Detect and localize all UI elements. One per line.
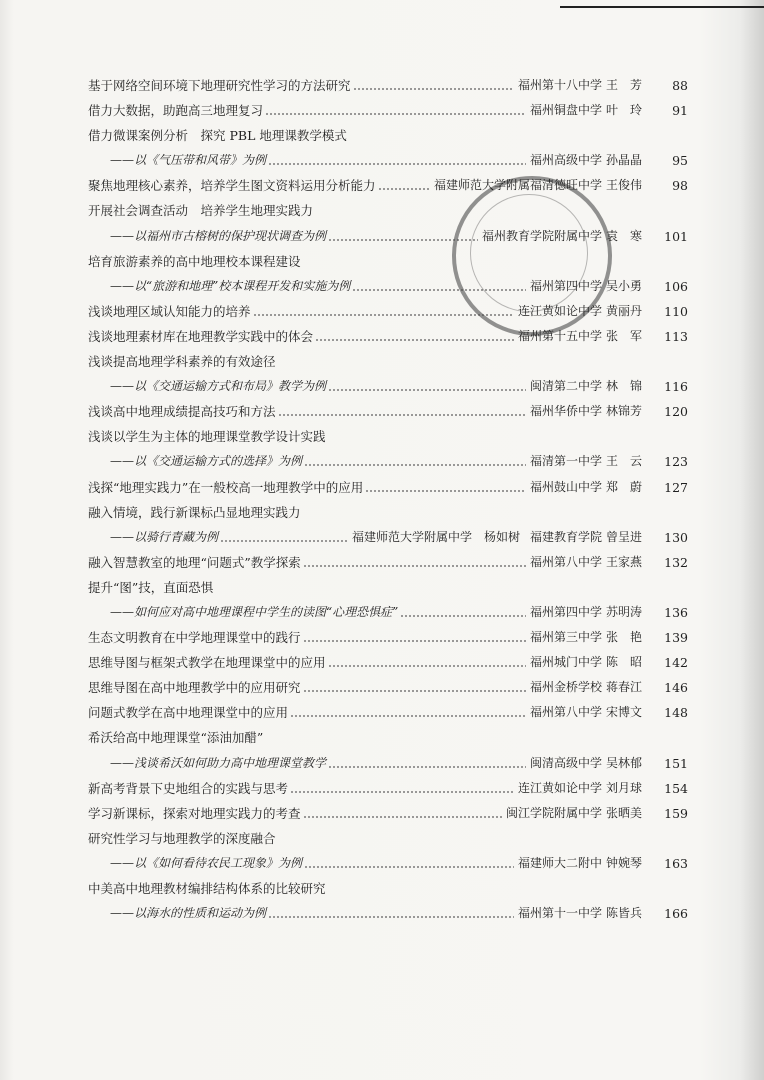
entry-page-number: 91 bbox=[672, 103, 688, 119]
dot-leader bbox=[303, 564, 526, 568]
entry-title: 融入情境，践行新课标凸显地理实践力 bbox=[88, 504, 301, 520]
dot-leader bbox=[265, 112, 526, 116]
dot-leader bbox=[315, 338, 514, 342]
entry-author: 蒋春江 bbox=[606, 680, 643, 695]
entry-school: 福州第三中学 bbox=[529, 630, 602, 645]
dot-leader bbox=[268, 162, 526, 166]
entry-subtitle: ——以福州市古榕树的保护现状调查为例 bbox=[110, 228, 327, 243]
entry-subtitle: ——以《交通运输方式和布局》教学为例 bbox=[110, 379, 327, 394]
toc-subtitle-row bbox=[88, 600, 688, 625]
toc-entry bbox=[88, 700, 688, 725]
entry-subtitle: ——以《气压带和风带》为例 bbox=[110, 153, 267, 168]
entry-title: 浅探“地理实践力”在一般校高一地理教学中的应用 bbox=[88, 479, 364, 495]
dot-leader bbox=[400, 614, 526, 618]
entry-subtitle: ——以骑行青藏为例 bbox=[110, 529, 219, 544]
dot-leader bbox=[378, 187, 430, 191]
dot-leader bbox=[303, 815, 502, 819]
entry-title: 借力微课案例分析 探究 PBL 地理课教学模式 bbox=[88, 128, 347, 144]
dot-leader bbox=[328, 388, 526, 392]
entry-author: 王 芳 bbox=[606, 78, 643, 92]
entry-school: 福建教育学院 bbox=[529, 529, 602, 544]
entry-author: 曾呈进 bbox=[606, 529, 643, 544]
entry-school: 福州第十一中学 bbox=[517, 906, 602, 921]
toc-entry bbox=[88, 73, 688, 98]
entry-title: 新高考背景下史地组合的实践与思考 bbox=[88, 780, 289, 796]
entry-page-number: 120 bbox=[664, 404, 688, 420]
entry-school: 福州鼓山中学 bbox=[529, 479, 602, 494]
entry-author: 叶 玲 bbox=[606, 103, 643, 118]
dot-leader bbox=[278, 413, 526, 417]
entry-author: 黄丽丹 bbox=[606, 303, 643, 318]
entry-school: 闽江学院附属中学 bbox=[505, 805, 602, 820]
toc-entry bbox=[88, 475, 688, 500]
toc-subtitle-row bbox=[88, 148, 688, 173]
entry-coauthor: 福建师范大学附属中学 杨如树 bbox=[352, 529, 521, 544]
toc-subtitle-row bbox=[88, 901, 688, 926]
toc-subtitle-row bbox=[88, 224, 688, 249]
entry-title: 浅谈地理素材库在地理教学实践中的体会 bbox=[88, 328, 314, 344]
entry-page-number: 88 bbox=[672, 78, 688, 93]
entry-title: 借力大数据，助跑高三地理复习 bbox=[88, 103, 264, 119]
entry-subtitle: ——以《如何看待农民工现象》为例 bbox=[110, 855, 303, 870]
entry-page-number: 130 bbox=[664, 529, 688, 545]
toc-subtitle-row bbox=[88, 525, 688, 550]
toc-subtitle-row bbox=[88, 374, 688, 399]
dot-leader bbox=[352, 288, 526, 292]
dot-leader bbox=[353, 87, 514, 91]
entry-title: 希沃给高中地理课堂“添油加醋” bbox=[88, 730, 264, 746]
dot-leader bbox=[304, 865, 514, 869]
entry-subtitle: ——浅谈希沃如何助力高中地理课堂教学 bbox=[110, 755, 327, 770]
entry-subtitle: ——以《交通运输方式的选择》为例 bbox=[110, 454, 303, 469]
toc-entry bbox=[88, 98, 688, 123]
entry-author: 张晒美 bbox=[606, 805, 643, 820]
toc-entry bbox=[88, 500, 688, 525]
toc-entry bbox=[88, 349, 688, 374]
toc-entry bbox=[88, 399, 688, 424]
entry-title: 思维导图与框架式教学在地理课堂中的应用 bbox=[88, 655, 326, 671]
toc-entry bbox=[88, 776, 688, 801]
entry-page-number: 166 bbox=[664, 906, 688, 922]
toc-entry bbox=[88, 725, 688, 750]
toc-entry bbox=[88, 801, 688, 826]
entry-page-number: 116 bbox=[664, 379, 688, 395]
toc-subtitle-row bbox=[88, 751, 688, 776]
toc-entry bbox=[88, 575, 688, 600]
toc-subtitle-row bbox=[88, 851, 688, 876]
entry-author: 林锦芳 bbox=[606, 404, 643, 419]
toc-entry bbox=[88, 324, 688, 349]
entry-school: 福州城门中学 bbox=[529, 655, 602, 670]
dot-leader bbox=[290, 714, 526, 718]
entry-author: 郑 蔚 bbox=[606, 479, 643, 494]
toc-entry bbox=[88, 173, 688, 198]
entry-page-number: 163 bbox=[664, 855, 688, 871]
entry-school: 连江黄如论中学 bbox=[517, 780, 602, 795]
entry-page-number: 132 bbox=[664, 554, 688, 570]
entry-author: 林 锦 bbox=[606, 379, 643, 394]
dot-leader bbox=[303, 689, 526, 693]
toc-entry bbox=[88, 198, 688, 223]
entry-page-number: 95 bbox=[672, 153, 688, 169]
entry-title: 培育旅游素养的高中地理校本课程建设 bbox=[88, 253, 301, 269]
entry-author: 苏明涛 bbox=[606, 604, 643, 619]
entry-author: 王家燕 bbox=[606, 554, 643, 569]
entry-author: 王俊伟 bbox=[606, 178, 643, 193]
entry-school: 连江黄如论中学 bbox=[517, 303, 602, 318]
entry-author: 吴林郁 bbox=[606, 755, 643, 770]
entry-title: 浅谈以学生为主体的地理课堂教学设计实践 bbox=[88, 429, 326, 445]
entry-author: 陈皆兵 bbox=[606, 906, 643, 921]
entry-author: 钟婉琴 bbox=[606, 855, 643, 870]
entry-author: 王 云 bbox=[606, 454, 643, 469]
entry-page-number: 127 bbox=[664, 479, 688, 495]
toc-entry bbox=[88, 675, 688, 700]
entry-page-number: 148 bbox=[664, 705, 688, 721]
entry-page-number: 110 bbox=[664, 303, 688, 319]
entry-title: 中美高中地理教材编排结构体系的比较研究 bbox=[88, 881, 326, 896]
entry-title: 基于网络空间环境下地理研究性学习的方法研究 bbox=[88, 78, 351, 93]
entry-page-number: 151 bbox=[664, 755, 688, 771]
entry-title: 问题式教学在高中地理课堂中的应用 bbox=[88, 705, 289, 721]
entry-author: 张 军 bbox=[606, 328, 643, 343]
dot-leader bbox=[328, 765, 526, 769]
entry-author: 张 艳 bbox=[606, 630, 643, 645]
entry-author: 孙晶晶 bbox=[606, 153, 643, 168]
toc-entry bbox=[88, 424, 688, 449]
entry-author: 吴小勇 bbox=[606, 278, 643, 293]
entry-school: 福州金桥学校 bbox=[529, 680, 602, 695]
entry-author: 宋博文 bbox=[606, 705, 643, 720]
entry-school: 福州华侨中学 bbox=[529, 404, 602, 419]
entry-author: 陈 昭 bbox=[606, 655, 643, 670]
dot-leader bbox=[290, 790, 514, 794]
entry-title: 研究性学习与地理教学的深度融合 bbox=[88, 830, 276, 846]
toc-entry bbox=[88, 550, 688, 575]
dot-leader bbox=[304, 463, 526, 467]
entry-page-number: 154 bbox=[664, 780, 688, 796]
dot-leader bbox=[303, 639, 526, 643]
entry-school: 福州教育学院附属中学 bbox=[481, 228, 602, 243]
entry-school: 福州第八中学 bbox=[529, 554, 602, 569]
entry-page-number: 123 bbox=[664, 454, 688, 470]
toc-entry bbox=[88, 650, 688, 675]
top-rule bbox=[560, 6, 764, 8]
entry-school: 福州第十五中学 bbox=[517, 328, 602, 343]
toc-entry bbox=[88, 876, 688, 901]
dot-leader bbox=[328, 664, 526, 668]
toc-entry bbox=[88, 249, 688, 274]
entry-school: 福州铜盘中学 bbox=[529, 103, 602, 118]
toc-subtitle-row bbox=[88, 449, 688, 474]
entry-page-number: 139 bbox=[664, 630, 688, 646]
entry-title: 浅谈地理区域认知能力的培养 bbox=[88, 303, 251, 319]
entry-school: 福建师范大学附属福清德旺中学 bbox=[433, 178, 602, 193]
entry-subtitle: ——以“旅游和地理”校本课程开发和实施为例 bbox=[110, 278, 351, 293]
dot-leader bbox=[253, 313, 514, 317]
entry-page-number: 98 bbox=[672, 178, 688, 194]
entry-title: 学习新课标，探索对地理实践力的考查 bbox=[88, 805, 301, 821]
entry-title: 聚焦地理核心素养，培养学生图文资料运用分析能力 bbox=[88, 178, 376, 194]
entry-page-number: 113 bbox=[664, 328, 688, 344]
entry-school: 福清第一中学 bbox=[529, 454, 602, 469]
entry-title: 浅谈高中地理成绩提高技巧和方法 bbox=[88, 404, 276, 420]
entry-school: 福建师大二附中 bbox=[517, 855, 602, 870]
dot-leader bbox=[328, 238, 478, 242]
entry-author: 刘月球 bbox=[606, 780, 643, 795]
entry-title: 生态文明教育在中学地理课堂中的践行 bbox=[88, 630, 301, 646]
entry-page-number: 146 bbox=[664, 680, 688, 696]
entry-title: 浅谈提高地理学科素养的有效途径 bbox=[88, 354, 276, 370]
toc-entry bbox=[88, 123, 688, 148]
entry-subtitle: ——以海水的性质和运动为例 bbox=[110, 906, 267, 921]
entry-school: 福州第十八中学 bbox=[517, 78, 602, 92]
table-of-contents bbox=[88, 73, 688, 926]
toc-entry bbox=[88, 299, 688, 324]
entry-page-number: 159 bbox=[664, 805, 688, 821]
dot-leader bbox=[365, 489, 526, 493]
toc-entry bbox=[88, 826, 688, 851]
entry-school: 闽清高级中学 bbox=[529, 755, 602, 770]
entry-page-number: 106 bbox=[664, 278, 688, 294]
entry-page-number: 142 bbox=[664, 655, 688, 671]
toc-entry bbox=[88, 625, 688, 650]
dot-leader bbox=[220, 539, 348, 543]
entry-title: 思维导图在高中地理教学中的应用研究 bbox=[88, 680, 301, 696]
entry-school: 福州第八中学 bbox=[529, 705, 602, 720]
entry-school: 福州第四中学 bbox=[529, 278, 602, 293]
entry-school: 闽清第二中学 bbox=[529, 379, 602, 394]
entry-title: 融入智慧教室的地理“问题式”教学探索 bbox=[88, 554, 301, 570]
entry-page-number: 136 bbox=[664, 604, 688, 620]
entry-author: 袁 寒 bbox=[606, 228, 643, 243]
toc-subtitle-row bbox=[88, 274, 688, 299]
entry-subtitle: ——如何应对高中地理课程中学生的读图“心理恐惧症” bbox=[110, 604, 399, 619]
dot-leader bbox=[268, 915, 514, 919]
entry-school: 福州高级中学 bbox=[529, 153, 602, 168]
entry-title: 开展社会调查活动 培养学生地理实践力 bbox=[88, 203, 314, 219]
entry-page-number: 101 bbox=[664, 228, 688, 244]
entry-title: 提升“图”技，直面恐惧 bbox=[88, 579, 214, 595]
entry-school: 福州第四中学 bbox=[529, 604, 602, 619]
